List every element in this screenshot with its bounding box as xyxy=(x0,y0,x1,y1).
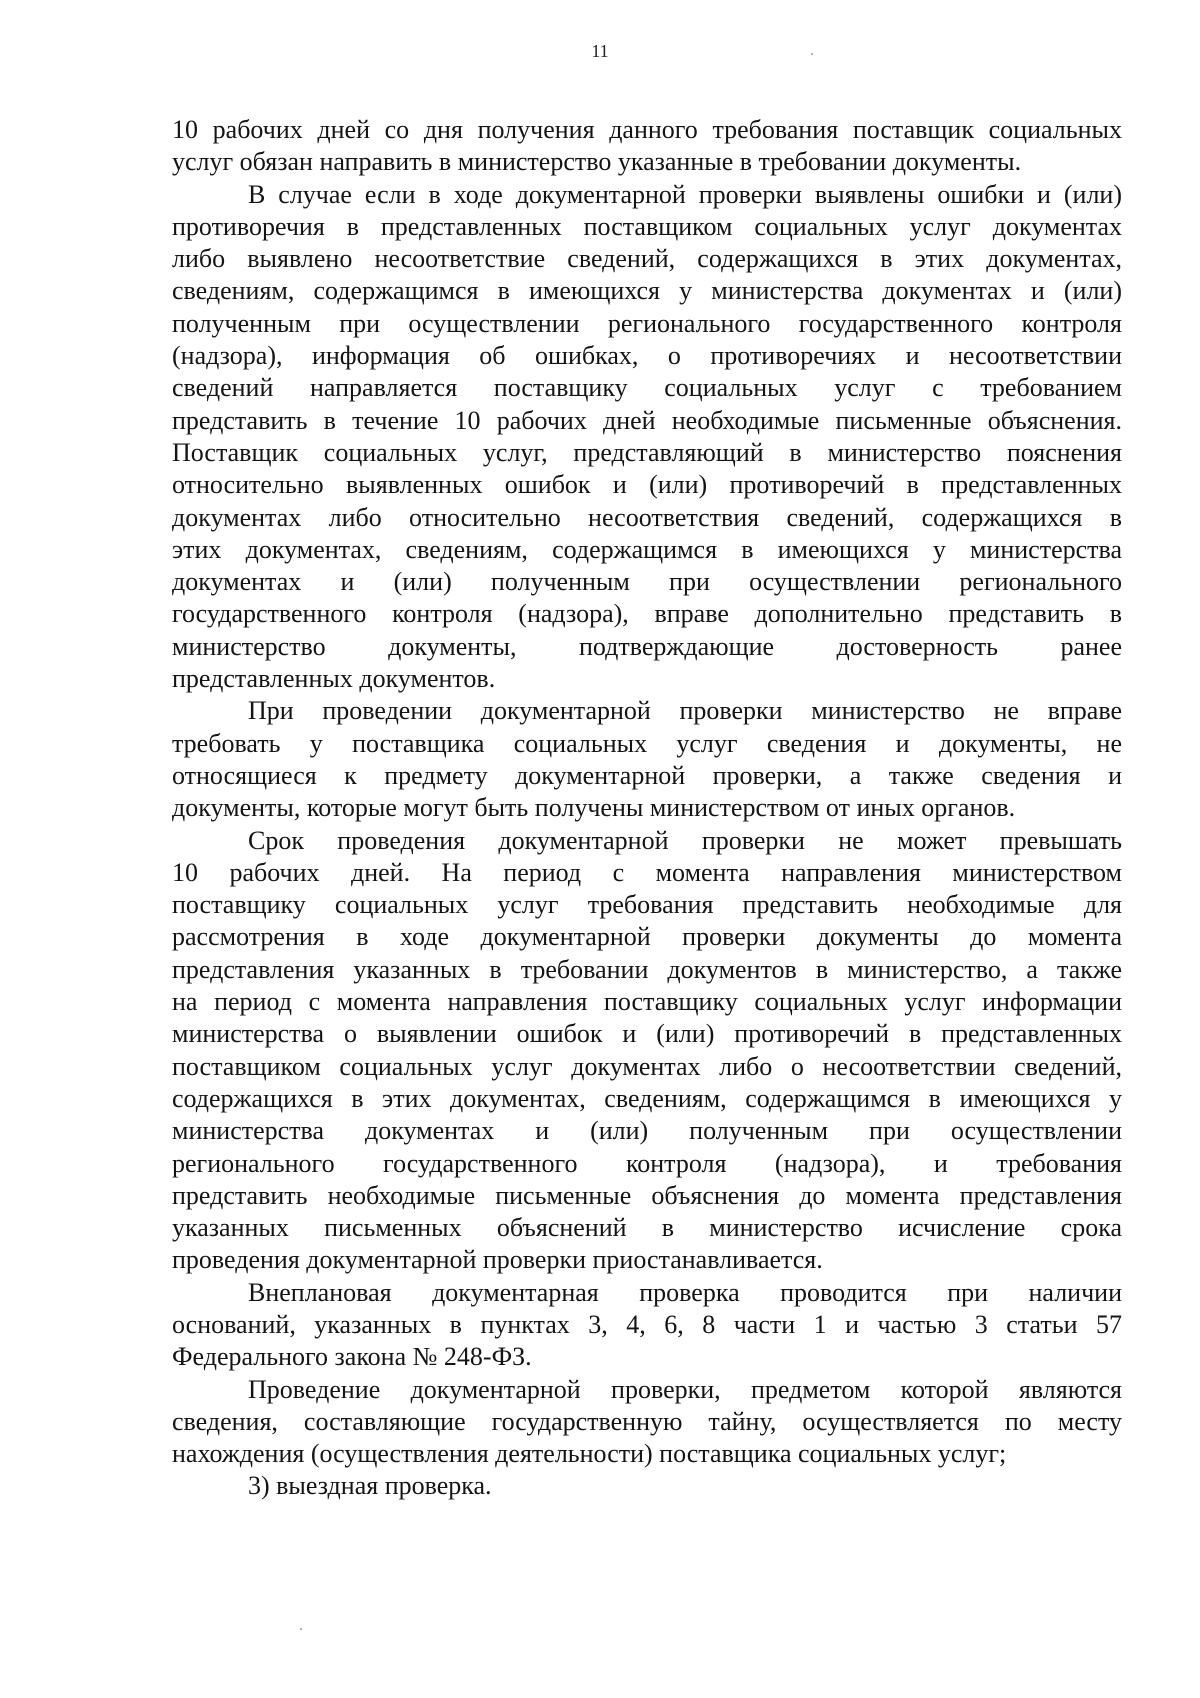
text-line: услуг обязан направить в министерство указанные в требовании документы. xyxy=(172,147,1022,177)
text-line: поставщиком социальных услуг документах либо о несоответствии сведений, xyxy=(172,1051,1122,1081)
text-line: Внеплановая документарная проверка проводится при наличии xyxy=(248,1277,1122,1307)
text-line: министерства о выявлении ошибок и (или) противоречий в представленных xyxy=(172,1019,1122,1049)
text-line: регионального государственного контроля (надзора), и требования xyxy=(172,1148,1122,1178)
page-number: 11 xyxy=(591,41,609,61)
text-line: представления указанных в требовании документов в министерство, а также xyxy=(172,954,1122,984)
text-line: этих документах, сведениям, содержащимся в имеющихся у министерства xyxy=(172,534,1122,564)
document-body xyxy=(172,114,1122,1503)
text-line: документах либо относительно несоответствия сведений, содержащихся в xyxy=(172,502,1122,532)
text-line: представленных документов. xyxy=(172,664,496,694)
text-line: министерство документы, подтверждающие достоверность ранее xyxy=(172,631,1122,661)
text-line: представить в течение 10 рабочих дней необходимые письменные объяснения. xyxy=(172,405,1122,435)
text-line: требовать у поставщика социальных услуг сведения и документы, не xyxy=(172,728,1122,758)
text-line: В случае если в ходе документарной проверки выявлены ошибки и (или) xyxy=(248,179,1122,209)
text-line: (надзора), информация об ошибках, о противоречиях и несоответствии xyxy=(172,341,1122,371)
text-line: нахождения (осуществления деятельности) поставщика социальных услуг; xyxy=(172,1439,1007,1469)
text-line: Поставщик социальных услуг, представляющий в министерство пояснения xyxy=(172,437,1122,467)
paragraph xyxy=(172,1374,1122,1471)
text-line: При проведении документарной проверки министерство не вправе xyxy=(248,696,1122,726)
paragraph xyxy=(172,114,1122,179)
text-line: оснований, указанных в пунктах 3, 4, 6, 8 части 1 и частью 3 статьи 57 xyxy=(172,1309,1122,1339)
text-line: относящиеся к предмету документарной проверки, а также сведения и xyxy=(172,760,1122,790)
text-line: представить необходимые письменные объяснения до момента представления xyxy=(172,1180,1122,1210)
paragraph xyxy=(172,825,1122,1277)
text-line: противоречия в представленных поставщиком социальных услуг документах xyxy=(172,211,1122,241)
text-line: проведения документарной проверки приостанавливается. xyxy=(172,1245,823,1275)
text-line: документы, которые могут быть получены министерством от иных органов. xyxy=(172,793,1016,823)
text-line: относительно выявленных ошибок и (или) противоречий в представленных xyxy=(172,470,1122,500)
text-line: 10 рабочих дней со дня получения данного требования поставщик социальных xyxy=(172,115,1122,144)
text-line: сведениям, содержащимся в имеющихся у министерства документах и (или) xyxy=(172,276,1122,306)
text-line: Федерального закона № 248-ФЗ. xyxy=(172,1342,532,1372)
text-line: сведений направляется поставщику социальных услуг с требованием xyxy=(172,373,1122,403)
scan-speck xyxy=(811,53,813,55)
text-line: документах и (или) полученным при осуществлении регионального xyxy=(172,567,1122,597)
paragraph xyxy=(172,179,1122,696)
text-line: на период с момента направления поставщику социальных услуг информации xyxy=(172,987,1122,1017)
text-line: указанных письменных объяснений в министерство исчисление срока xyxy=(172,1213,1122,1243)
paragraph xyxy=(172,695,1122,824)
text-line: рассмотрения в ходе документарной проверки документы до момента xyxy=(172,922,1122,952)
text-line: государственного контроля (надзора), вправе дополнительно представить в xyxy=(172,599,1122,629)
text-line: Срок проведения документарной проверки не может превышать xyxy=(248,825,1122,855)
text-line: 10 рабочих дней. На период с момента направления министерством xyxy=(172,857,1122,887)
text-line: сведения, составляющие государственную тайну, осуществляется по месту xyxy=(172,1406,1122,1436)
text-line: содержащихся в этих документах, сведениям, содержащимся в имеющихся у xyxy=(172,1083,1122,1113)
scan-speck xyxy=(300,1628,302,1630)
paragraph xyxy=(172,1277,1122,1374)
text-line: Проведение документарной проверки, предметом которой являются xyxy=(248,1374,1122,1404)
text-line: полученным при осуществлении регионального государственного контроля xyxy=(172,308,1122,338)
text-line: поставщику социальных услуг требования представить необходимые для xyxy=(172,890,1122,920)
text-line: министерства документах и (или) полученным при осуществлении xyxy=(172,1116,1122,1146)
text-line: либо выявлено несоответствие сведений, содержащихся в этих документах, xyxy=(172,244,1122,274)
text-line: 3) выездная проверка. xyxy=(248,1471,492,1501)
paragraph xyxy=(172,1470,1122,1502)
